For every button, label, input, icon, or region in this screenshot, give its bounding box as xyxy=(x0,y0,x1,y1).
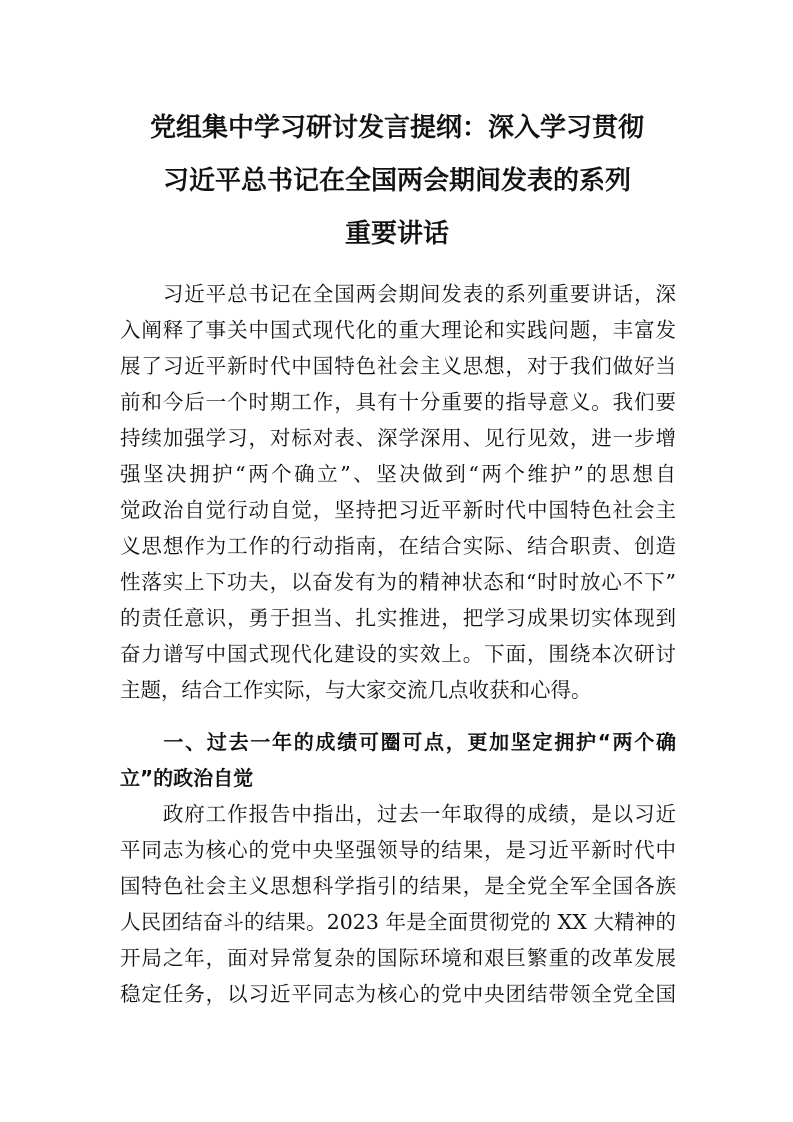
section-1-line-6: 稳定任务，以习近平同志为核心的党中央团结带领全党全国 xyxy=(120,982,676,1006)
heading-line-2: 立”的政治自觉 xyxy=(120,766,254,790)
section-1-line-4: 人民团结奋斗的结果。2023 年是全面贯彻党的 XX 大精神的 xyxy=(120,910,676,934)
intro-line-3: 展了习近平新时代中国特色社会主义思想，对于我们做好当 xyxy=(120,354,676,378)
document-title xyxy=(110,102,684,261)
intro-line-5: 持续加强学习，对标对表、深学深用、见行见效，进一步增 xyxy=(120,426,676,450)
title-line-1: 党组集中学习研讨发言提纲：深入学习贯彻 xyxy=(149,113,644,143)
section-1-line-3: 国特色社会主义思想科学指引的结果，是全党全军全国各族 xyxy=(120,874,676,898)
section-1-line-2: 平同志为核心的党中央坚强领导的结果，是习近平新时代中 xyxy=(120,838,676,862)
title-line-3: 重要讲话 xyxy=(344,219,449,249)
title-line-2: 习近平总书记在全国两会期间发表的系列 xyxy=(162,166,631,196)
intro-line-1: 习近平总书记在全国两会期间发表的系列重要讲话，深 xyxy=(120,282,676,306)
intro-line-12: 主题，结合工作实际，与大家交流几点收获和心得。 xyxy=(120,678,592,702)
intro-line-8: 义思想作为工作的行动指南，在结合实际、结合职责、创造 xyxy=(120,534,676,558)
heading-line-1: 一、过去一年的成绩可圈可点，更加坚定拥护“两个确 xyxy=(120,730,676,754)
intro-line-9: 性落实上下功夫，以奋发有为的精神状态和“时时放心不下” xyxy=(120,570,676,594)
section-1-paragraph xyxy=(120,796,676,1012)
section-1-line-5: 开局之年，面对异常复杂的国际环境和艰巨繁重的改革发展 xyxy=(120,946,676,970)
intro-line-4: 前和今后一个时期工作，具有十分重要的指导意义。我们要 xyxy=(120,390,676,414)
intro-line-6: 强坚决拥护“两个确立”、坚决做到“两个维护”的思想自 xyxy=(120,462,676,486)
section-1-line-1: 政府工作报告中指出，过去一年取得的成绩，是以习近 xyxy=(120,802,676,826)
section-heading-1 xyxy=(120,724,676,796)
intro-line-10: 的责任意识，勇于担当、扎实推进，把学习成果切实体现到 xyxy=(120,606,676,630)
intro-line-11: 奋力谱写中国式现代化建设的实效上。下面，围绕本次研讨 xyxy=(120,642,676,666)
intro-paragraph xyxy=(120,276,676,708)
intro-line-2: 入阐释了事关中国式现代化的重大理论和实践问题，丰富发 xyxy=(120,318,676,342)
intro-line-7: 觉政治自觉行动自觉，坚持把习近平新时代中国特色社会主 xyxy=(120,498,676,522)
